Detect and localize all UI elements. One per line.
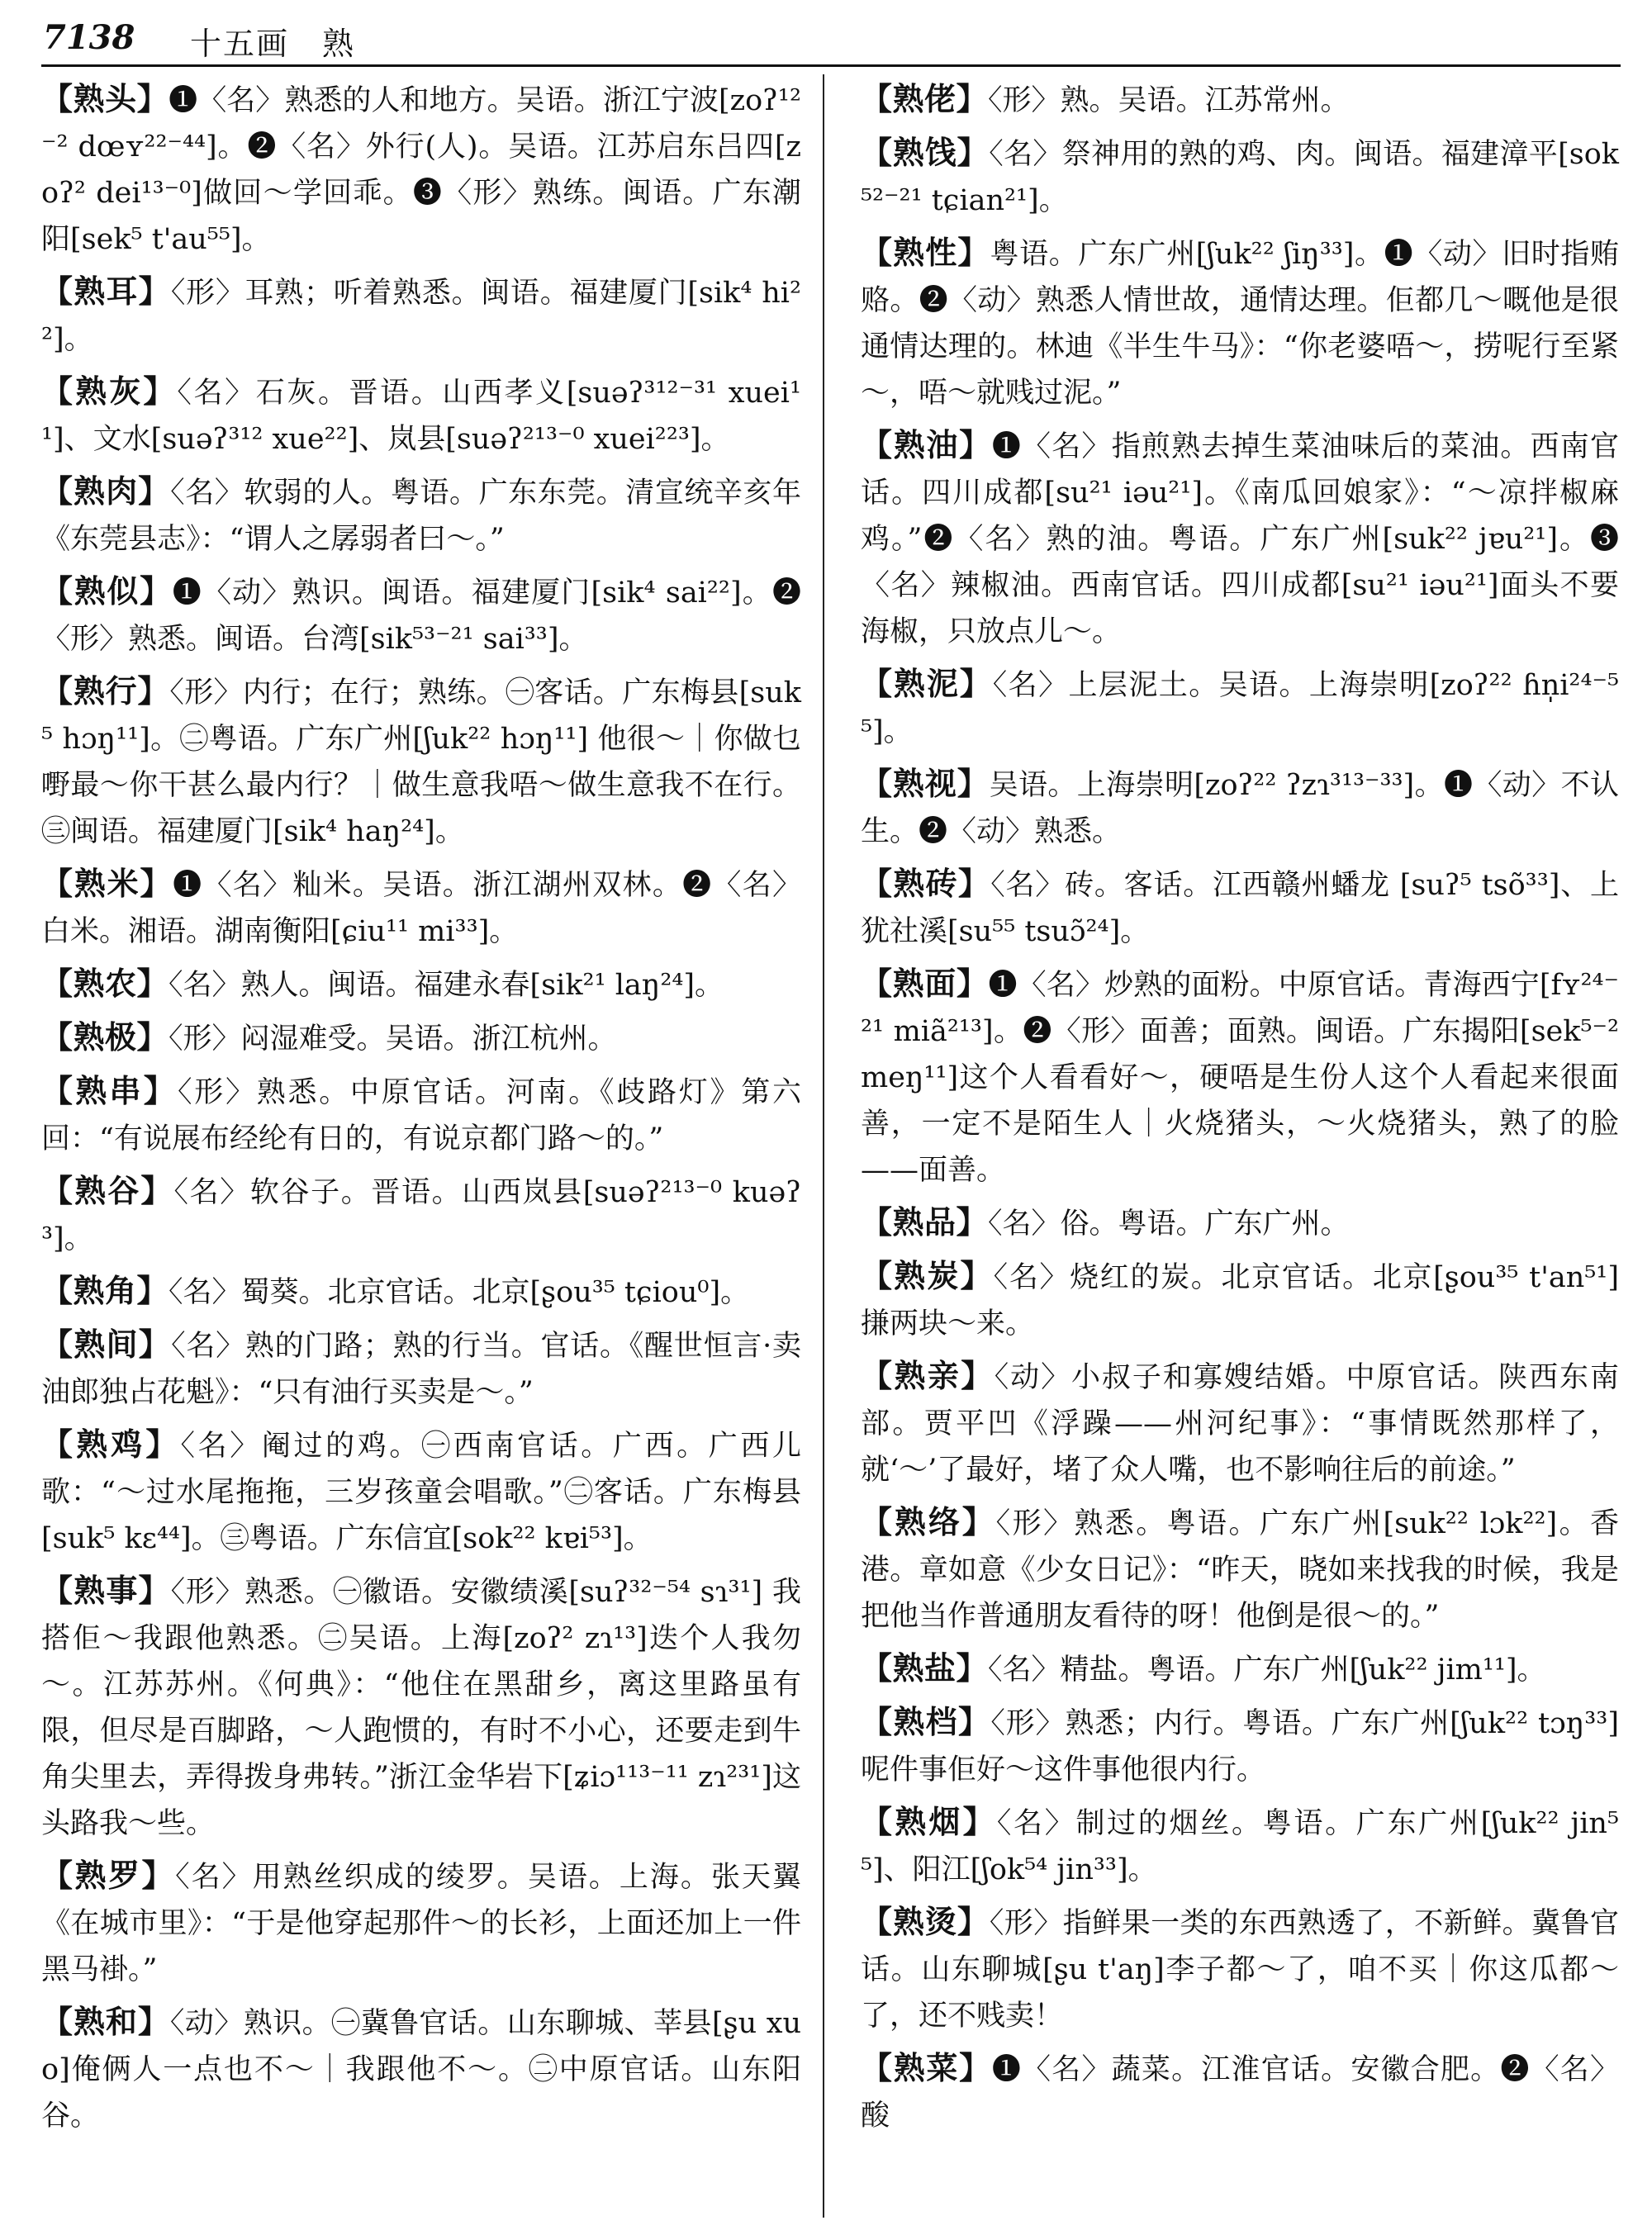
entry-definition: ❶〈名〉熟悉的人和地方。吴语。浙江宁波[zoʔ¹²⁻² dœʏ²²⁻⁴⁴]。❷〈名〉外行(人)。吴语。江苏启东吕四[zoʔ² dei¹³⁻⁰]做回～学回乖。❸〈形〉熟练。闽语。广东潮阳[sek⁵ t'au⁵⁵]。 [41,84,801,256]
entry-headword: 【熟油】 [861,426,992,463]
entry-headword: 【熟佬】 [861,80,989,117]
entry-headword: 【熟角】 [41,1272,169,1309]
entry-definition: ❶〈动〉熟识。闽语。福建厦门[sik⁴ sai²²]。❷〈形〉熟悉。闽语。台湾[sik⁵³⁻²¹ sai³³]。 [41,576,801,656]
entry-headword: 【熟性】 [861,234,990,271]
entry-definition: 〈形〉熟悉。粤语。广东广州[suk²² lɔk²²]。香港。章如意《少女日记》：“昨天，晓如来找我的时候，我是把他当作普通朋友看待的呀！他倒是很～的。” [861,1507,1619,1633]
dictionary-entry [41,1268,801,1316]
entry-definition: 〈名〉软弱的人。粤语。广东东莞。清宣统辛亥年《东莞县志》：“谓人之孱弱者曰～。” [41,477,801,556]
dictionary-entry [861,1799,1619,1893]
dictionary-entry [861,422,1619,655]
entry-definition: 〈名〉砖。客话。江西赣州蟠龙 [suʔ⁵ tsõ³³]、上犹社溪[su⁵⁵ tsuɔ̃²⁴]。 [861,869,1619,948]
entry-definition: 〈形〉熟悉；内行。粤语。广东广州[ʃuk²² tɔŋ³³]呢件事佢好～这件事他很内行。 [861,1707,1619,1786]
entry-definition: 〈名〉精盐。粤语。广东广州[ʃuk²² jim¹¹]。 [988,1654,1546,1687]
entry-headword: 【熟极】 [41,1018,169,1056]
entry-headword: 【熟鸡】 [41,1426,181,1463]
dictionary-entry [861,230,1619,416]
dictionary-entry [861,1699,1619,1793]
entry-definition: 〈名〉蜀葵。北京官话。北京[ʂou³⁵ tɕiou⁰]。 [169,1276,750,1309]
dictionary-entry [41,76,801,263]
entry-headword: 【熟泥】 [861,665,993,702]
entry-headword: 【熟档】 [861,1703,991,1740]
entry-headword: 【熟似】 [41,572,173,610]
entry-definition: 〈形〉熟悉。中原官话。河南。《歧路灯》第六回：“有说展布经纶有日的，有说京都门路～的。” [41,1076,801,1155]
entry-headword: 【熟间】 [41,1326,172,1363]
dictionary-entry [41,1421,801,1562]
dictionary-entry [41,961,801,1008]
dictionary-entry [41,1853,801,1993]
dictionary-entry [861,1353,1619,1493]
dictionary-entry [41,1014,801,1062]
entry-definition: ❶〈名〉籼米。吴语。浙江湖州双林。❷〈名〉白米。湘语。湖南衡阳[ɕiu¹¹ mi³³]。 [41,869,801,948]
dictionary-entry [861,130,1619,224]
entry-headword: 【熟面】 [861,965,989,1002]
entry-definition: 〈名〉石灰。晋语。山西孝义[suəʔ³¹²⁻³¹ xuei¹¹]、文水[suəʔ³¹² xue²²]、岚县[suəʔ²¹³⁻⁰ xuei²²³]。 [41,377,801,456]
page-number: 7138 [43,18,135,57]
entry-headword: 【熟事】 [41,1572,171,1609]
entry-definition: 〈名〉用熟丝织成的绫罗。吴语。上海。张天翼《在城市里》：“于是他穿起那件～的长衫，上面还加上一件黑马褂。” [41,1861,801,1986]
entry-definition: 吴语。上海崇明[zoʔ²² ʔzɿ³¹³⁻³³]。❶〈动〉不认生。❷〈动〉熟悉。 [861,769,1619,848]
header-rule [41,64,1621,67]
dictionary-entry [861,1499,1619,1639]
dictionary-entry [41,1168,801,1262]
dictionary-entry [41,368,801,463]
entry-definition: 〈名〉俗。粤语。广东广州。 [988,1208,1350,1241]
dictionary-entry [41,1068,801,1162]
entry-definition: 〈形〉熟悉。㊀徽语。安徽绩溪[suʔ³²⁻⁵⁴ sɿ³¹] 我搭佢～我跟他熟悉。㊁吴语。上海[zoʔ² zɿ¹³]迭个人我勿～。江苏苏州。《何典》：“他住在黑甜乡，离这里路虽有限，但尽是百脚路，～人跑惯的，有时不小心，还要走到牛角尖里去，弄得拨身弗转。”浙江金华岩下[ʑiɔ¹¹³⁻¹¹ zɿ²³¹]这头路我～些。 [41,1576,801,1840]
entry-headword: 【熟灰】 [41,372,178,410]
entry-definition: ❶〈名〉蔬菜。江淮官话。安徽合肥。❷〈名〉酸 [861,2053,1619,2133]
entry-definition: ❶〈名〉指煎熟去掉生菜油味后的菜油。西南官话。四川成都[su²¹ iəu²¹]。《南瓜回娘家》：“～凉拌椒麻鸡。”❷〈名〉熟的油。粤语。广东广州[suk²² jɐu²¹]。❸〈名〉辣椒油。西南官话。四川成都[su²¹ iəu²¹]面头不要海椒，只放点儿～。 [861,430,1619,648]
dictionary-entry [41,1321,801,1416]
entry-headword: 【熟品】 [861,1203,989,1241]
dictionary-entry [41,861,801,955]
entry-headword: 【熟视】 [861,765,990,802]
dictionary-entry [41,568,801,662]
running-title: 十五画 熟 [190,26,356,62]
dictionary-entry [861,1645,1619,1693]
dictionary-entry [861,761,1619,855]
dictionary-entry [861,1899,1619,2039]
entry-headword: 【熟烟】 [861,1803,997,1840]
dictionary-entry [41,268,801,363]
entry-definition: 〈形〉指鲜果一类的东西熟透了，不新鲜。冀鲁官话。山东聊城[ʂu t'aŋ]李子都～了，咱不买｜你这瓜都～了，还不贱卖！ [861,1907,1619,2033]
dictionary-entry [861,2045,1619,2139]
entry-headword: 【熟串】 [41,1072,178,1109]
entry-definition: ❶〈名〉炒熟的面粉。中原官话。青海西宁[fʏ²⁴⁻²¹ miã²¹³]。❷〈形〉面善；面熟。闽语。广东揭阳[sek⁵⁻² meŋ¹¹]这个人看看好～，硬唔是生份人这个人看起来很面善，一定不是陌生人｜火烧猪头，～火烧猪头，熟了的脸——面善。 [861,969,1619,1187]
entry-definition: 〈动〉熟识。㊀冀鲁官话。山东聊城、莘县[ʂu xuo]俺俩人一点也不～｜我跟他不～。㊁中原官话。山东阳谷。 [41,2007,801,2133]
entry-headword: 【熟耳】 [41,273,171,310]
entry-definition: 〈名〉阉过的鸡。㊀西南官话。广西。广西儿歌：“～过水尾拖拖，三岁孩童会唱歌。”㊁客话。广东梅县[suk⁵ kɛ⁴⁴]。㊂粤语。广东信宜[sok²² kɐi⁵³]。 [41,1430,801,1555]
entry-definition: 〈形〉闷湿难受。吴语。浙江杭州。 [169,1022,617,1056]
entry-headword: 【熟盐】 [861,1649,989,1687]
dictionary-entry [861,76,1619,124]
entry-headword: 【熟烫】 [861,1903,990,1940]
entry-definition: 〈名〉烧红的炭。北京官话。北京[ʂou³⁵ t'an⁵¹]搛两块～来。 [861,1261,1619,1340]
entry-headword: 【熟米】 [41,865,173,902]
entry-headword: 【熟炭】 [861,1257,994,1294]
dictionary-entry [861,861,1619,955]
page-header [41,15,1619,62]
entry-definition: 〈动〉小叔子和寡嫂结婚。中原官话。陕西东南部。贾平凹《浮躁——州河纪事》：“事情既然那样了，就‘～’了最好，堵了众人嘴，也不影响往后的前途。” [861,1361,1619,1487]
entry-headword: 【熟亲】 [861,1357,995,1394]
entry-headword: 【熟罗】 [41,1857,176,1894]
entry-headword: 【熟行】 [41,672,170,709]
entry-headword: 【熟谷】 [41,1172,174,1209]
right-column [861,76,1619,2145]
column-divider [823,74,824,2218]
entry-headword: 【熟和】 [41,2003,170,2040]
entry-headword: 【熟饯】 [861,134,990,171]
entry-headword: 【熟肉】 [41,472,171,510]
dictionary-entry [861,1199,1619,1247]
entry-definition: 粤语。广东广州[ʃuk²² ʃiŋ³³]。❶〈动〉旧时指贿赂。❷〈动〉熟悉人情世故，通情达理。佢都几～嘅他是很通情达理的。林迪《半生牛马》：“你老婆唔～，捞呢行至紧～，唔～就贱过泥。” [861,238,1619,410]
entry-headword: 【熟菜】 [861,2049,992,2086]
entry-definition: 〈形〉熟。吴语。江苏常州。 [988,84,1350,117]
dictionary-entry [41,468,801,562]
entry-definition: 〈形〉内行；在行；熟练。㊀客话。广东梅县[suk⁵ hɔŋ¹¹]。㊁粤语。广东广州[ʃuk²² hɔŋ¹¹] 他很～｜你做乜嘢最～你干甚么最内行？｜做生意我唔～做生意我不在行。㊂闽语。福建厦门[sik⁴ haŋ²⁴]。 [41,676,801,848]
entry-headword: 【熟络】 [861,1503,996,1540]
dictionary-entry [41,668,801,855]
dictionary-entry [861,661,1619,755]
entry-definition: 〈形〉耳熟；听着熟悉。闽语。福建厦门[sik⁴ hi²²]。 [41,277,801,356]
entry-definition: 〈名〉软谷子。晋语。山西岚县[suəʔ²¹³⁻⁰ kuəʔ³]。 [41,1176,801,1255]
dictionary-entry [861,961,1619,1193]
dictionary-entry [41,1568,801,1847]
entry-headword: 【熟头】 [41,80,169,117]
entry-definition: 〈名〉上层泥土。吴语。上海崇明[zoʔ²² ɦn̩i²⁴⁻⁵⁵]。 [861,669,1619,748]
entry-definition: 〈名〉熟的门路；熟的行当。官话。《醒世恒言·卖油郎独占花魁》：“只有油行买卖是～。” [41,1330,801,1409]
dictionary-entry [41,1999,801,2139]
left-column [41,76,801,2145]
entry-headword: 【熟农】 [41,965,169,1002]
dictionary-entry [861,1253,1619,1347]
entry-definition: 〈名〉制过的烟丝。粤语。广东广州[ʃuk²² jin⁵⁵]、阳江[ʃok⁵⁴ jin³³]。 [861,1807,1619,1886]
entry-definition: 〈名〉熟人。闽语。福建永春[sik²¹ laŋ²⁴]。 [169,969,724,1002]
entry-headword: 【熟砖】 [861,865,991,902]
entry-definition: 〈名〉祭神用的熟的鸡、肉。闽语。福建漳平[sok⁵²⁻²¹ tɕian²¹]。 [861,138,1619,217]
